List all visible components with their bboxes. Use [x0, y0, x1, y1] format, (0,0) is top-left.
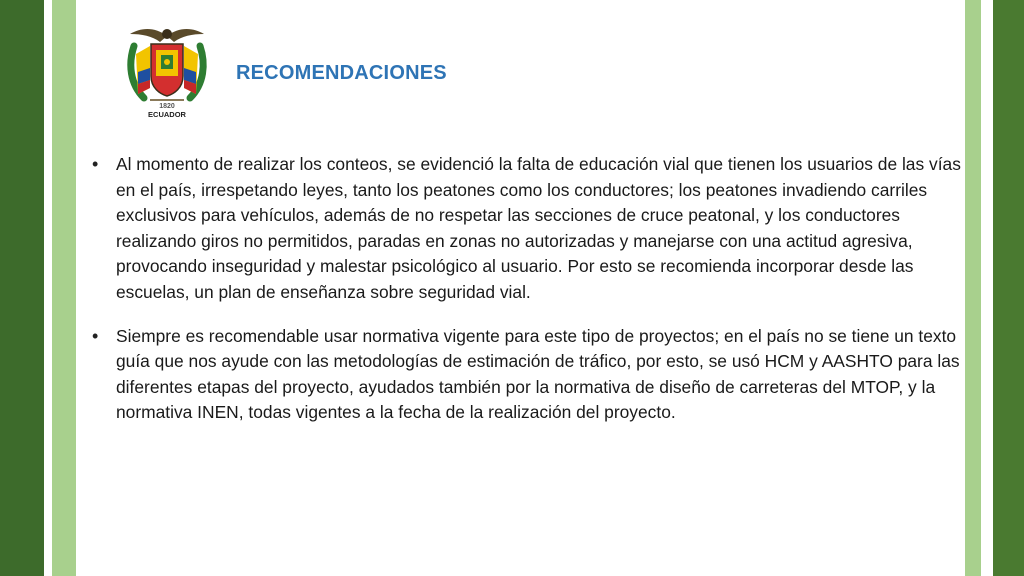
bullet-icon: •	[92, 154, 99, 174]
bullet-text: Siempre es recomendable usar normativa vigente para este tipo de proyectos; en el país no se tiene un texto guía que nos ayude con las metodologías de estimación de tráfico, por esto, se usó HCM y AASHTO para las diferentes etapas del proyecto, ayudados también por la normativa de diseño de carreteras del MTOP, y la normativa INEN, todas vigentes a la fecha de la realización del proyecto.	[116, 325, 960, 423]
list-item	[92, 152, 974, 306]
svg-text:ECUADOR: ECUADOR	[148, 110, 186, 119]
ecuador-coat-of-arms-icon	[124, 24, 210, 120]
page-title: RECOMENDACIONES	[236, 62, 447, 84]
bullet-icon: •	[92, 325, 99, 346]
list-item	[92, 324, 974, 426]
right-dark-bar	[993, 0, 1024, 576]
bullet-text: Al momento de realizar los conteos, se evidenció la falta de educación vial que tienen los usuarios de las vías en el país, irrespetando leyes, tanto los peatones como los conductores; los peatones invadiendo carriles exclusivos para vehículos, además de no respetar las secciones de cruce peatonal, y los conductores realizando giros no permitidos, paradas en zonas no autorizadas y manejarse con una actitud agresiva, provocando inseguridad y malestar psicológico al usuario. Por esto se recomienda incorporar desde las escuelas, un plan de enseñanza sobre seguridad vial.	[116, 154, 961, 302]
bullet-list	[92, 152, 974, 444]
left-dark-bar	[0, 0, 44, 576]
left-light-bar	[52, 0, 76, 576]
svg-text:1820: 1820	[159, 103, 175, 110]
